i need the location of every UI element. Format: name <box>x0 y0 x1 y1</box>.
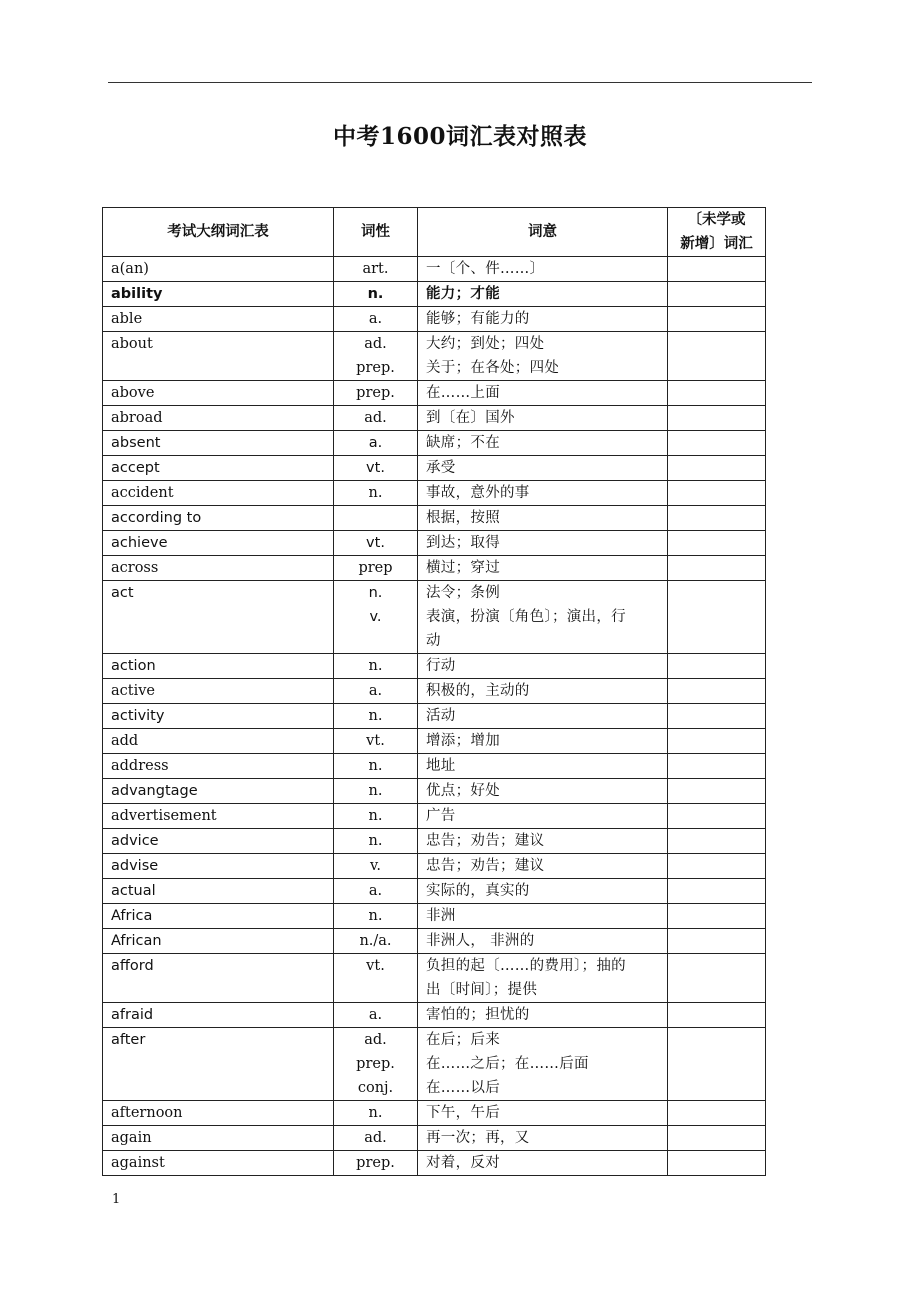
note-cell <box>668 406 766 431</box>
word-cell: act <box>103 581 334 654</box>
word-cell: advangtage <box>103 779 334 804</box>
pos-line: prep <box>358 560 393 576</box>
table-row <box>103 879 766 904</box>
pos-line: n. <box>368 485 383 501</box>
word-cell: action <box>103 654 334 679</box>
meaning-cell <box>418 406 668 431</box>
pos-line: v. <box>369 609 382 625</box>
word-cell: accept <box>103 456 334 481</box>
meaning-line: 害怕的；担忧的 <box>426 1007 530 1023</box>
note-cell <box>668 829 766 854</box>
note-cell <box>668 506 766 531</box>
meaning-cell <box>418 729 668 754</box>
meaning-cell <box>418 904 668 929</box>
word-cell: afraid <box>103 1003 334 1028</box>
pos-cell <box>334 556 418 581</box>
meaning-line: 事故，意外的事 <box>426 485 530 501</box>
table-row <box>103 1003 766 1028</box>
pos-cell <box>334 1101 418 1126</box>
note-cell <box>668 1101 766 1126</box>
pos-cell <box>334 406 418 431</box>
pos-cell <box>334 829 418 854</box>
table-row <box>103 754 766 779</box>
meaning-line: 非洲人， 非洲的 <box>426 933 535 949</box>
note-cell <box>668 332 766 381</box>
header-note-line2: 新增〕词汇 <box>680 236 753 252</box>
word-cell: ability <box>103 282 334 307</box>
table-row <box>103 1101 766 1126</box>
pos-line <box>342 629 409 653</box>
pos-cell <box>334 257 418 282</box>
pos-line: n. <box>368 783 383 799</box>
meaning-line: 一〔个、件……〕 <box>426 261 545 277</box>
word-cell: above <box>103 381 334 406</box>
header-meaning: 词意 <box>418 208 668 257</box>
meaning-cell <box>418 332 668 381</box>
meaning-line: 在……上面 <box>426 385 500 401</box>
pos-line: n./a. <box>359 933 392 949</box>
note-cell <box>668 581 766 654</box>
pos-cell <box>334 456 418 481</box>
pos-line: a. <box>368 883 383 899</box>
meaning-cell <box>418 879 668 904</box>
note-cell <box>668 804 766 829</box>
pos-cell <box>334 904 418 929</box>
note-cell <box>668 257 766 282</box>
pos-line: a. <box>368 1007 383 1023</box>
table-row <box>103 1028 766 1101</box>
pos-cell <box>334 654 418 679</box>
table-row <box>103 1126 766 1151</box>
meaning-cell <box>418 481 668 506</box>
pos-line <box>342 506 409 530</box>
meaning-line: 再一次；再，又 <box>426 1130 530 1146</box>
pos-line: n. <box>368 658 383 674</box>
meaning-cell <box>418 704 668 729</box>
pos-line: v. <box>369 858 382 874</box>
meaning-line: 缺席；不在 <box>426 435 500 451</box>
word-cell: afford <box>103 954 334 1003</box>
pos-cell <box>334 804 418 829</box>
header-rule <box>108 82 812 83</box>
note-cell <box>668 654 766 679</box>
table-row <box>103 1151 766 1176</box>
word-cell: able <box>103 307 334 332</box>
table-row <box>103 257 766 282</box>
meaning-line: 广告 <box>426 808 456 824</box>
table-row <box>103 829 766 854</box>
meaning-line: 行动 <box>426 658 456 674</box>
pos-cell <box>334 929 418 954</box>
meaning-line: 横过；穿过 <box>426 560 500 576</box>
word-cell: active <box>103 679 334 704</box>
pos-line: a. <box>368 683 383 699</box>
note-cell <box>668 1151 766 1176</box>
meaning-line: 到达；取得 <box>426 535 500 551</box>
pos-cell <box>334 1028 418 1101</box>
header-note-line1: 〔未学或 <box>687 212 746 228</box>
table-row <box>103 307 766 332</box>
page-number: 1 <box>112 1192 121 1207</box>
word-cell: achieve <box>103 531 334 556</box>
table-row <box>103 456 766 481</box>
meaning-line: 负担的起〔……的费用〕；抽的 <box>426 958 626 974</box>
vocabulary-table <box>102 207 766 1176</box>
meaning-line: 增添；增加 <box>426 733 500 749</box>
note-cell <box>668 481 766 506</box>
word-cell: advise <box>103 854 334 879</box>
table-row <box>103 929 766 954</box>
pos-line: n. <box>368 1105 383 1121</box>
pos-line: conj. <box>357 1080 394 1096</box>
table-row <box>103 581 766 654</box>
note-cell <box>668 431 766 456</box>
meaning-cell <box>418 381 668 406</box>
meaning-line: 地址 <box>426 758 456 774</box>
meaning-cell <box>418 929 668 954</box>
word-cell: accident <box>103 481 334 506</box>
table-row <box>103 954 766 1003</box>
note-cell <box>668 779 766 804</box>
table-row <box>103 332 766 381</box>
pos-cell <box>334 431 418 456</box>
meaning-line: 到〔在〕国外 <box>426 410 515 426</box>
pos-cell <box>334 581 418 654</box>
meaning-line: 表演，扮演〔角色〕；演出，行 <box>426 609 626 625</box>
pos-line: ad. <box>364 1130 387 1146</box>
meaning-cell <box>418 307 668 332</box>
pos-line: n. <box>368 833 383 849</box>
word-cell: Africa <box>103 904 334 929</box>
word-cell: across <box>103 556 334 581</box>
pos-cell <box>334 754 418 779</box>
table-body <box>103 257 766 1176</box>
pos-cell <box>334 381 418 406</box>
meaning-cell <box>418 854 668 879</box>
word-cell: actual <box>103 879 334 904</box>
note-cell <box>668 729 766 754</box>
meaning-cell <box>418 506 668 531</box>
pos-cell <box>334 506 418 531</box>
pos-line: n. <box>368 585 383 601</box>
note-cell <box>668 904 766 929</box>
table-row <box>103 779 766 804</box>
meaning-cell <box>418 1101 668 1126</box>
pos-cell <box>334 704 418 729</box>
note-cell <box>668 456 766 481</box>
meaning-cell <box>418 954 668 1003</box>
pos-cell <box>334 729 418 754</box>
pos-line: ad. <box>364 336 387 352</box>
pos-line: n. <box>368 808 383 824</box>
table-row <box>103 729 766 754</box>
note-cell <box>668 954 766 1003</box>
pos-cell <box>334 854 418 879</box>
pos-line: vt. <box>366 958 385 974</box>
table-row <box>103 904 766 929</box>
header-note <box>668 208 766 257</box>
word-cell: add <box>103 729 334 754</box>
table-row <box>103 679 766 704</box>
pos-cell <box>334 307 418 332</box>
table-row <box>103 704 766 729</box>
meaning-cell <box>418 431 668 456</box>
meaning-cell <box>418 556 668 581</box>
meaning-line: 根据，按照 <box>426 510 500 526</box>
note-cell <box>668 531 766 556</box>
meaning-line: 在……之后；在……后面 <box>426 1056 589 1072</box>
table-row <box>103 282 766 307</box>
meaning-cell <box>418 804 668 829</box>
meaning-line: 优点；好处 <box>426 783 500 799</box>
meaning-cell <box>418 282 668 307</box>
pos-line: n. <box>367 286 384 302</box>
table-row <box>103 506 766 531</box>
table-row <box>103 406 766 431</box>
word-cell: activity <box>103 704 334 729</box>
meaning-cell <box>418 456 668 481</box>
word-cell: address <box>103 754 334 779</box>
meaning-line: 在……以后 <box>426 1080 500 1096</box>
pos-line: vt. <box>366 460 385 476</box>
pos-line: n. <box>368 908 383 924</box>
note-cell <box>668 1028 766 1101</box>
note-cell <box>668 307 766 332</box>
meaning-line: 忠告；劝告；建议 <box>426 858 545 874</box>
meaning-cell <box>418 1028 668 1101</box>
meaning-line: 活动 <box>426 708 456 724</box>
table-row <box>103 481 766 506</box>
word-cell: afternoon <box>103 1101 334 1126</box>
table-row <box>103 381 766 406</box>
meaning-line: 能够；有能力的 <box>426 311 530 327</box>
note-cell <box>668 1003 766 1028</box>
pos-cell <box>334 1151 418 1176</box>
header-word: 考试大纲词汇表 <box>103 208 334 257</box>
word-cell: abroad <box>103 406 334 431</box>
pos-cell <box>334 879 418 904</box>
table-header-row <box>103 208 766 257</box>
pos-cell <box>334 531 418 556</box>
pos-cell <box>334 481 418 506</box>
table-row <box>103 854 766 879</box>
note-cell <box>668 1126 766 1151</box>
pos-line: vt. <box>366 535 385 551</box>
pos-line: vt. <box>366 733 385 749</box>
pos-line: prep. <box>356 360 395 376</box>
note-cell <box>668 556 766 581</box>
word-cell: after <box>103 1028 334 1101</box>
meaning-line: 在后；后来 <box>426 1032 500 1048</box>
meaning-line: 关于；在各处；四处 <box>426 360 560 376</box>
pos-line: prep. <box>356 1056 395 1072</box>
note-cell <box>668 929 766 954</box>
meaning-cell <box>418 679 668 704</box>
note-cell <box>668 282 766 307</box>
meaning-line: 积极的，主动的 <box>426 683 530 699</box>
pos-cell <box>334 779 418 804</box>
word-cell: about <box>103 332 334 381</box>
pos-line: art. <box>362 261 389 277</box>
pos-cell <box>334 282 418 307</box>
meaning-cell <box>418 654 668 679</box>
page-title: 中考1600词汇表对照表 <box>332 123 587 150</box>
pos-line: ad. <box>364 410 387 426</box>
meaning-cell <box>418 1003 668 1028</box>
note-cell <box>668 879 766 904</box>
meaning-line: 动 <box>426 633 441 649</box>
word-cell: against <box>103 1151 334 1176</box>
table-row <box>103 556 766 581</box>
word-cell: again <box>103 1126 334 1151</box>
meaning-line: 出〔时间〕；提供 <box>426 982 538 998</box>
header-pos: 词性 <box>334 208 418 257</box>
meaning-cell <box>418 1126 668 1151</box>
note-cell <box>668 679 766 704</box>
pos-line: n. <box>368 708 383 724</box>
table-row <box>103 654 766 679</box>
meaning-line: 忠告；劝告；建议 <box>426 833 545 849</box>
meaning-line: 承受 <box>426 460 456 476</box>
meaning-cell <box>418 531 668 556</box>
pos-cell <box>334 679 418 704</box>
meaning-line: 大约；到处；四处 <box>426 336 545 352</box>
pos-line: a. <box>368 311 383 327</box>
word-cell: African <box>103 929 334 954</box>
meaning-line: 下午，午后 <box>426 1105 500 1121</box>
table-row <box>103 431 766 456</box>
pos-cell <box>334 954 418 1003</box>
pos-line: n. <box>368 758 383 774</box>
pos-line: a. <box>368 435 383 451</box>
meaning-line: 能力；才能 <box>426 285 500 302</box>
meaning-cell <box>418 754 668 779</box>
word-cell: a(an) <box>103 257 334 282</box>
note-cell <box>668 854 766 879</box>
meaning-line: 法令；条例 <box>426 585 500 601</box>
table-row <box>103 531 766 556</box>
note-cell <box>668 381 766 406</box>
meaning-line: 非洲 <box>426 908 456 924</box>
word-cell: absent <box>103 431 334 456</box>
pos-line: prep. <box>356 1155 395 1171</box>
table-row <box>103 804 766 829</box>
note-cell <box>668 754 766 779</box>
meaning-cell <box>418 779 668 804</box>
meaning-cell <box>418 829 668 854</box>
pos-line: ad. <box>364 1032 387 1048</box>
pos-line: prep. <box>356 385 395 401</box>
meaning-line: 实际的，真实的 <box>426 883 530 899</box>
pos-cell <box>334 332 418 381</box>
pos-cell <box>334 1126 418 1151</box>
word-cell: advertisement <box>103 804 334 829</box>
note-cell <box>668 704 766 729</box>
word-cell: according to <box>103 506 334 531</box>
meaning-line: 对着，反对 <box>426 1155 500 1171</box>
word-cell: advice <box>103 829 334 854</box>
pos-cell <box>334 1003 418 1028</box>
meaning-cell <box>418 257 668 282</box>
meaning-cell <box>418 1151 668 1176</box>
meaning-cell <box>418 581 668 654</box>
